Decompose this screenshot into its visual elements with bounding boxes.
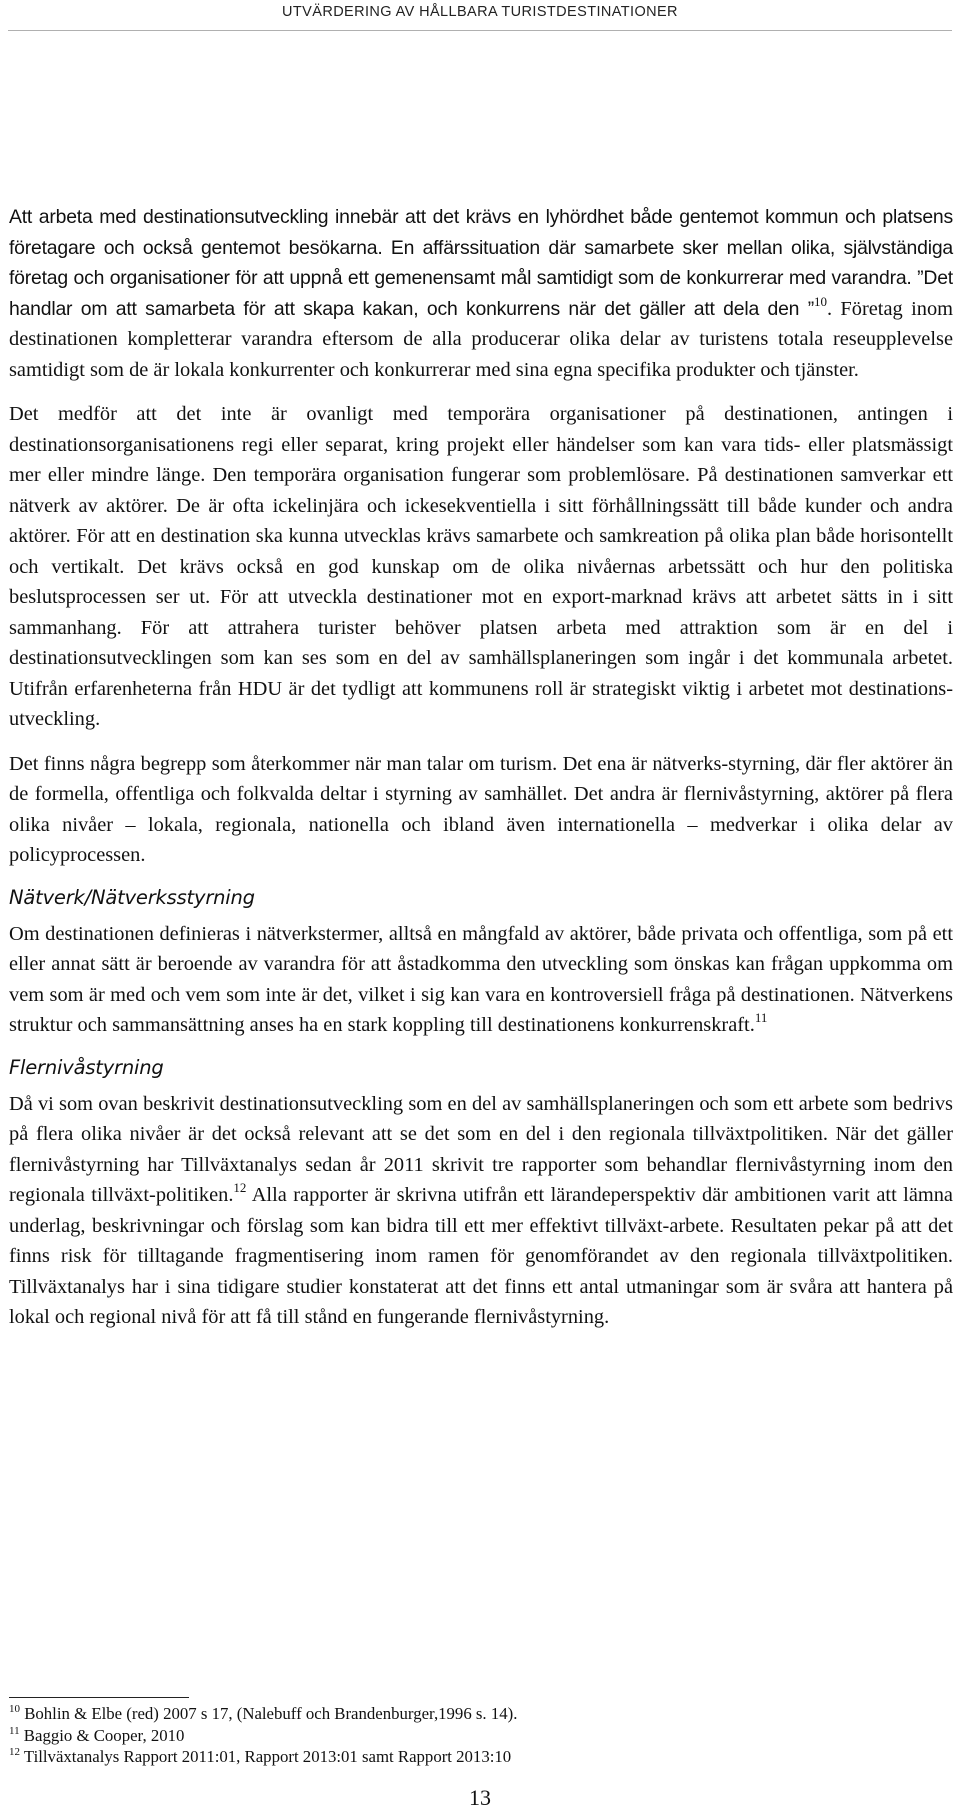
page-number: 13 [469,1785,491,1810]
paragraph-1-sentence-1: Att arbeta med destinationsutveckling innebär att det krävs en lyhördhet både gentemot kommun och platsens företagare och också gentemot besökarna. [9,206,953,259]
paragraph-1-quote: Det handlar om att samarbeta för att skapa kakan, och konkurrens när det gäller att dela den [9,267,953,320]
paragraph-1 [9,202,953,385]
paragraph-5-text-b: Alla rapporter är skrivna utifrån ett lärandeperspektiv där ambitionen varit att lämna underlag, beskrivningar och förslag som kan bidra till ett mer effektivt tillväxt-arbete. Resultaten pekar på att det finns risk för tilltagande fragmentisering inom ramen för genomförandet av den regionala tillväxtpolitiken. Tillväxtanalys har i sina tidigare studier konstaterat att det finns ett antal utmaningar som är svåra att hantera på lokal och regional nivå för att få till stånd en fungerande flernivåstyrning. [9,1184,953,1328]
footnote-text: Bohlin & Elbe (red) 2007 s 17, (Nalebuff och Brandenburger,1996 s. 14). [24,1704,518,1723]
footnote-separator [9,1697,189,1698]
paragraph-4 [9,919,953,1041]
running-header: UTVÄRDERING AV HÅLLBARA TURISTDESTINATIONER [282,4,678,20]
paragraph-1-rest: . Företag inom destinationen kompletterar varandra eftersom de alla producerar olika delar av turistens totala reseupplevelse samtidigt som de är lokala konkurrenter och konkurrerar med sina egna specifika produkter och tjänster. [9,297,953,381]
footnote-10 [9,1703,953,1725]
paragraph-1-sentence-2: En affärssituation där samarbete sker mellan olika, självständiga företag och organisationer för att uppnå ett gemenensamt mål samtidigt som de konkurrerar med varandra. [9,236,953,289]
footnote-ref-12[interactable]: 12 [233,1180,247,1195]
footnote-number: 11 [9,1724,20,1737]
footnotes [9,1703,953,1768]
header-rule [8,30,952,31]
paragraph-5 [9,1089,953,1333]
page-body [9,202,953,1347]
footnote-ref-10[interactable]: 10 [813,293,827,309]
footnote-text: Baggio & Cooper, 2010 [23,1725,185,1745]
paragraph-3: Det finns några begrepp som återkommer när man talar om turism. Det ena är nätverks-styrning, där fler aktörer än de formella, offentliga och folkvalda deltar i styrning av samhället. Det andra är flernivåstyrning, aktörer på flera olika nivåer – lokala, regionala, nationella och ibland även internationella – medverkar i olika delar av policyprocessen. [9,752,953,866]
footnote-ref-11[interactable]: 11 [754,1010,768,1025]
paragraph-1-quote-open: ” [917,267,924,289]
paragraph-5-text-a: Då vi som ovan beskrivit destinationsutveckling som en del av samhällsplaneringen och som ett arbete som bedrivs på flera olika nivåer är det också relevant att se det som en del i den regionala tillväxtpolitiken. När det gäller flernivåstyrning har Tillväxtanalys sedan år 2011 skrivit tre rapporter som behandlar flernivåstyrning inom den regionala tillväxt-politiken. [9,1092,953,1206]
footnote-11 [9,1725,953,1747]
heading-flerniva: Flernivåstyrning [9,1055,164,1079]
footnote-12 [9,1746,953,1768]
heading-natverk: Nätverk/Nätverksstyrning [9,885,255,909]
footnote-text: Tillväxtanalys Rapport 2011:01, Rapport 2013:01 samt Rapport 2013:10 [23,1747,512,1766]
footnote-number: 10 [9,1703,20,1715]
paragraph-1-quote-close: ” [799,297,814,320]
paragraph-4-text: Om destinationen definieras i nätverkstermer, alltså en mångfald av aktörer, både privata och offentliga, som på ett eller annat sätt är beroende av varandra för att åstadkomma den utveckling som önskas kan frågan uppkomma om vem som är med och vem som inte är det, vilket i sig kan vara en kontroversiell fråga på destinationen. Nätverkens struktur och sammansättning anses ha en stark koppling till destinationens konkurrenskraft. [9,922,953,1036]
paragraph-2: Det medför att det inte är ovanligt med temporära organisationer på destinationen, antingen i destinationsorganisationens regi eller separat, kring projekt eller händelser som kan vara tids- eller platsmässigt mer eller mindre länge. Den temporära organisation fungerar som problemlösare. På destinationen samverkar ett nätverk av aktörer. De är ofta ickelinjära och ickesekventiella i sitt förhållningssätt till både kunder och andra aktörer. För att en destination ska kunna utvecklas krävs samarbete och samkreation på olika plan både horisontellt och vertikalt. Det krävs också en god kunskap om de olika nivåernas arbetssätt och hur den politiska beslutsprocessen ser ut. För att utveckla destinationer mot en export-marknad krävs att arbetet sätts in i sitt sammanhang. För att attrahera turister behöver platsen arbeta med attraktion som är en del i destinationsutvecklingen som kan ses som en del av samhällsplaneringen som ingår i det kommunala arbetet. Utifrån erfarenheterna från HDU är det tydligt att kommunens roll är strategiskt viktig i arbetet mot destinations-utveckling. [9,403,953,730]
footnote-number: 12 [9,1746,20,1758]
